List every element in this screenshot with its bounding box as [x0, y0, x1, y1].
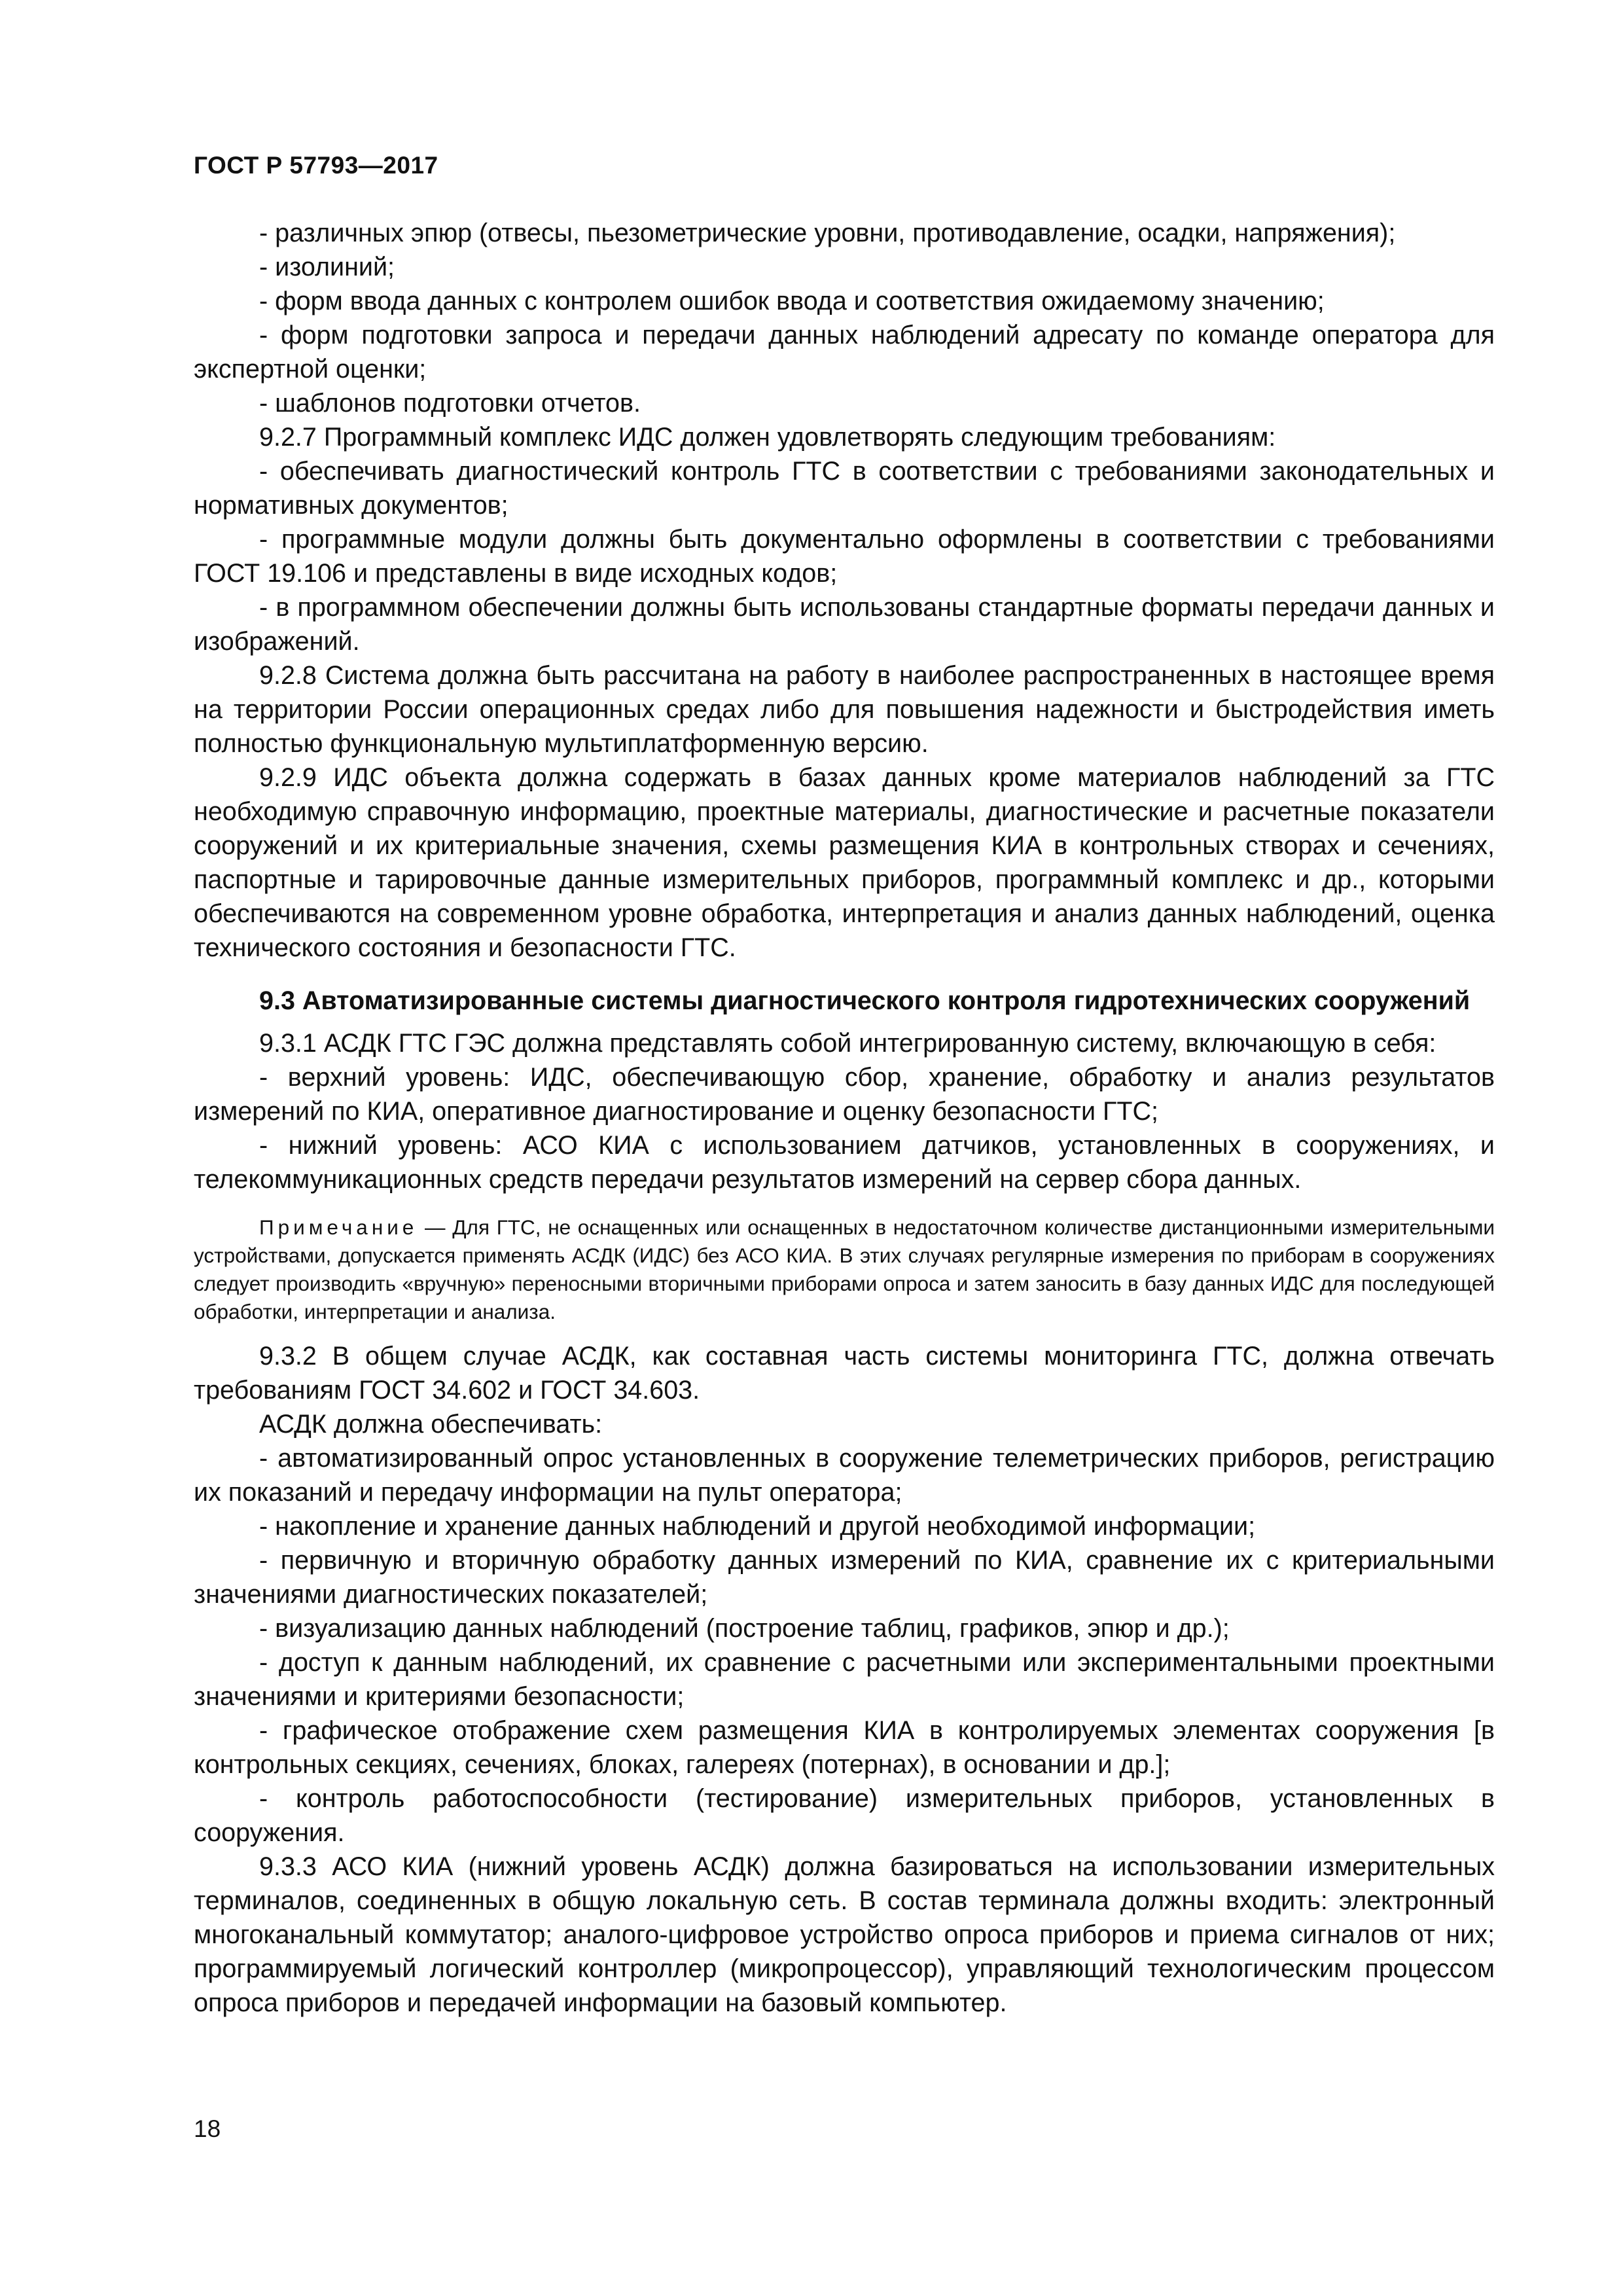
paragraph-9-2-9: 9.2.9 ИДС объекта должна содержать в базах данных кроме материалов наблюдений за ГТС необходимую справочную информацию, проектные материалы, диагностические и расчетные показатели сооружений и их критериальные значения, схемы размещения КИА в контрольных створах и сечениях, паспортные и тарировочные данные измерительных приборов, программный комплекс и др., которыми обеспечиваются на современном уровне обработка, интерпретация и анализ данных наблюдений, оценка технического состояния и безопасности ГТС. [194, 763, 1495, 962]
list-item: - графическое отображение схем размещения КИА в контролируемых элементах сооружения [в контрольных секциях, сечениях, блоках, галереях (потернах), в основании и др.]; [194, 1716, 1495, 1779]
document-body [194, 216, 1495, 2020]
list-item: - изолиний; [259, 253, 395, 281]
list-item: - накопление и хранение данных наблюдений и другой необходимой информации; [259, 1512, 1256, 1541]
list-item: - первичную и вторичную обработку данных измерений по КИА, сравнение их с критериальными значениями диагностических показателей; [194, 1546, 1495, 1609]
list-item: - шаблонов подготовки отчетов. [259, 389, 641, 418]
document-header: ГОСТ Р 57793—2017 [194, 152, 438, 179]
list-item: - доступ к данным наблюдений, их сравнение с расчетными или экспериментальными проектными значениями и критериями безопасности; [194, 1648, 1495, 1711]
page-number: 18 [194, 2115, 221, 2142]
note-label: Примечание [259, 1215, 418, 1239]
list-item: - обеспечивать диагностический контроль ГТС в соответствии с требованиями законодательных и нормативных документов; [194, 457, 1495, 520]
list-item: - форм подготовки запроса и передачи данных наблюдений адресату по команде оператора для экспертной оценки; [194, 321, 1495, 384]
list-item: - в программном обеспечении должны быть использованы стандартные форматы передачи данных и изображений. [194, 593, 1495, 656]
note-text: — Для ГТС, не оснащенных или оснащенных в недостаточном количестве дистанционными измерительными устройствами, допускается применять АСДК (ИДС) без АСО КИА. В этих случаях регулярные измерения по приборам в сооружениях следует производить «вручную» переносными вторичными приборами опроса и затем заносить в базу данных ИДС для последующей обработки, интерпретации и анализа. [194, 1215, 1495, 1323]
paragraph-9-3-1: 9.3.1 АСДК ГТС ГЭС должна представлять собой интегрированную систему, включающую в себя: [259, 1029, 1436, 1058]
list-item: - различных эпюр (отвесы, пьезометрические уровни, противодавление, осадки, напряжения); [259, 219, 1396, 247]
paragraph-9-2-8: 9.2.8 Система должна быть рассчитана на работу в наиболее распространенных в настоящее время на территории России операционных средах либо для повышения надежности и быстродействия иметь полностью функциональную мультиплатформенную версию. [194, 661, 1495, 758]
list-item: - визуализацию данных наблюдений (построение таблиц, графиков, эпюр и др.); [259, 1614, 1230, 1643]
list-item: - форм ввода данных с контролем ошибок ввода и соответствия ожидаемому значению; [259, 287, 1325, 315]
paragraph-9-3-3: 9.3.3 АСО КИА (нижний уровень АСДК) должна базироваться на использовании измерительных терминалов, соединенных в общую локальную сеть. В состав терминала должны входить: электронный многоканальный коммутатор; аналого-цифровое устройство опроса приборов и приема сигналов от них; программируемый логический контроллер (микропроцессор), управляющий технологическим процессом опроса приборов и передачей информации на базовый компьютер. [194, 1852, 1495, 2017]
list-item: - верхний уровень: ИДС, обеспечивающую сбор, хранение, обработку и анализ результатов измерений по КИА, оперативное диагностирование и оценку безопасности ГТС; [194, 1063, 1495, 1126]
list-item: - нижний уровень: АСО КИА с использованием датчиков, установленных в сооружениях, и телекоммуникационных средств передачи результатов измерений на сервер сбора данных. [194, 1131, 1495, 1194]
paragraph-9-3-2: 9.3.2 В общем случае АСДК, как составная часть системы мониторинга ГТС, должна отвечать требованиям ГОСТ 34.602 и ГОСТ 34.603. [194, 1342, 1495, 1405]
paragraph-9-2-7: 9.2.7 Программный комплекс ИДС должен удовлетворять следующим требованиям: [259, 423, 1276, 452]
note [194, 1213, 1495, 1326]
section-heading-9-3: 9.3 Автоматизированные системы диагностического контроля гидротехнических сооружений [259, 986, 1471, 1015]
list-item: - программные модули должны быть документально оформлены в соответствии с требованиями ГОСТ 19.106 и представлены в виде исходных кодов; [194, 525, 1495, 588]
list-item: - автоматизированный опрос установленных в сооружение телеметрических приборов, регистрацию их показаний и передачу информации на пульт оператора; [194, 1444, 1495, 1507]
paragraph-asdk-intro: АСДК должна обеспечивать: [259, 1410, 603, 1439]
list-item: - контроль работоспособности (тестирование) измерительных приборов, установленных в сооружения. [194, 1784, 1495, 1847]
